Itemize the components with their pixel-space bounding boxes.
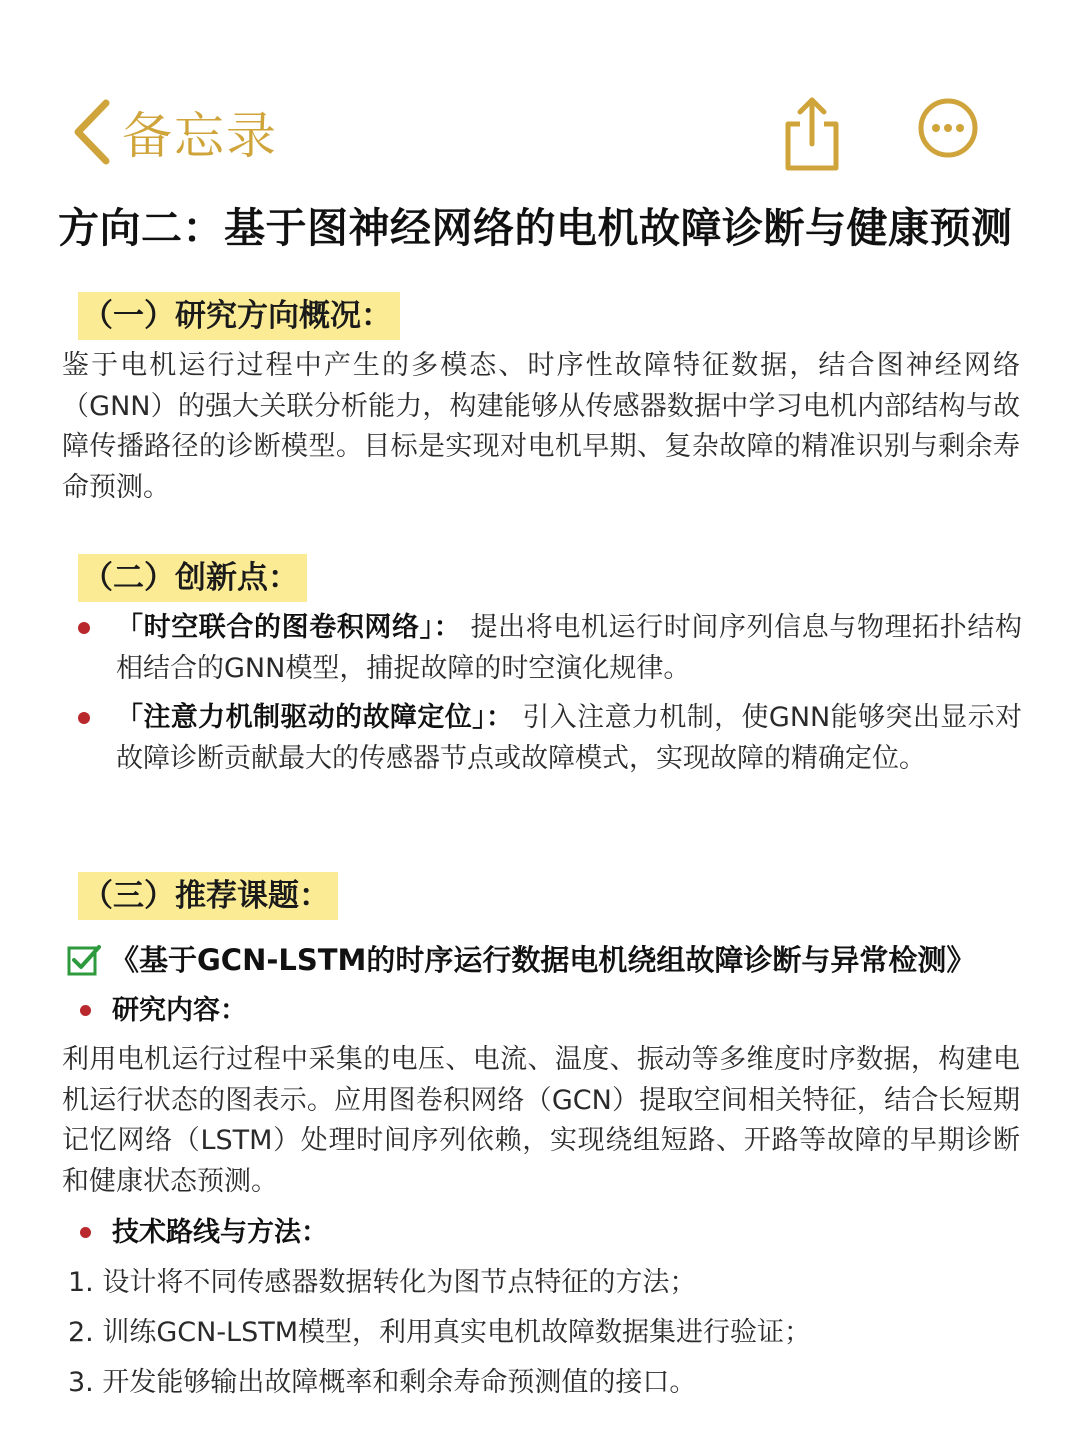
chevron-left-icon xyxy=(70,97,114,167)
innovation-item-label: 「注意力机制驱动的故障定位」： xyxy=(116,702,514,733)
section-heading-overview: （一）研究方向概况： xyxy=(78,292,400,340)
innovation-item-body: 引入注意力机制，使GNN能够突出显示对故障诊断贡献最大的传感器节点或故障模式，实现故障的精确定位。 xyxy=(116,702,1022,774)
method-label: 技术路线与方法： xyxy=(112,1217,328,1248)
innovation-item-text xyxy=(116,698,1022,779)
section-heading-topics: （三）推荐课题： xyxy=(78,872,338,920)
topic-row xyxy=(66,940,1046,980)
bullet-dot xyxy=(80,1227,91,1238)
innovation-item-text xyxy=(116,608,1022,689)
bullet-dot xyxy=(78,712,90,724)
topic-title: 《基于GCN-LSTM的时序运行数据电机绕组故障诊断与异常检测》 xyxy=(110,943,976,977)
method-step: 3. 开发能够输出故障概率和剩余寿命预测值的接口。 xyxy=(68,1367,697,1398)
bullet-dot xyxy=(78,622,90,634)
method-step: 1. 设计将不同传感器数据转化为图节点特征的方法； xyxy=(68,1267,697,1298)
bullet-dot xyxy=(80,1005,91,1016)
more-icon[interactable] xyxy=(908,92,988,172)
back-label: 备忘录 xyxy=(122,107,278,165)
innovation-item-body: 提出将电机运行时间序列信息与物理拓扑结构相结合的GNN模型，捕捉故障的时空演化规律。 xyxy=(116,612,1022,684)
innovation-item-label: 「时空联合的图卷积网络」： xyxy=(116,612,462,643)
overview-paragraph: 鉴于电机运行过程中产生的多模态、时序性故障特征数据，结合图神经网络（GNN）的强大关联分析能力，构建能够从传感器数据中学习电机内部结构与故障传播路径的诊断模型。目标是实现对电机早期、复杂故障的精准识别与剩余寿命预测。 xyxy=(62,350,1020,503)
innovation-item xyxy=(72,608,1022,689)
method-step: 2. 训练GCN-LSTM模型，利用真实电机故障数据集进行验证； xyxy=(68,1317,812,1348)
section-heading-innovation: （二）创新点： xyxy=(78,554,307,602)
research-content-label: 研究内容： xyxy=(112,995,247,1026)
note-title: 方向二：基于图神经网络的电机故障诊断与健康预测 xyxy=(58,204,1013,252)
innovation-item xyxy=(72,698,1022,779)
share-icon[interactable] xyxy=(772,92,852,172)
back-button[interactable] xyxy=(70,92,278,172)
nav-bar xyxy=(0,70,1080,190)
checkbox-checked-icon[interactable] xyxy=(66,942,102,978)
research-content-paragraph: 利用电机运行过程中采集的电压、电流、温度、振动等多维度时序数据，构建电机运行状态的图表示。应用图卷积网络（GCN）提取空间相关特征，结合长短期记忆网络（LSTM）处理时间序列依赖，实现绕组短路、开路等故障的早期诊断和健康状态预测。 xyxy=(62,1044,1020,1197)
